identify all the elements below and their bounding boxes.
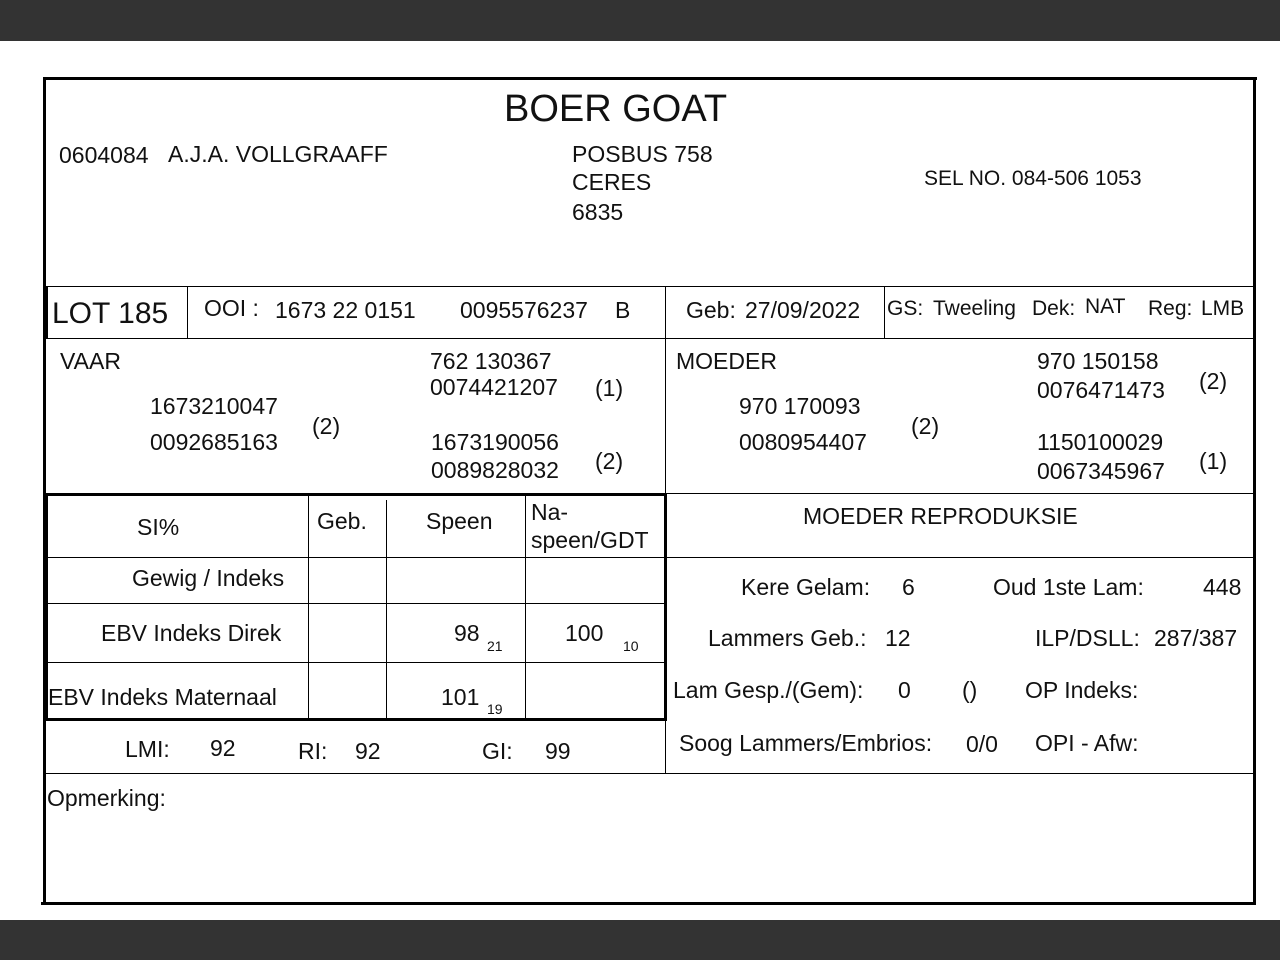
v-col-si xyxy=(308,496,309,720)
address-line-2: CERES xyxy=(572,169,652,195)
breeder-name: A.J.A. VOLLGRAAFF xyxy=(168,141,388,167)
frame-right xyxy=(1253,77,1256,905)
ooi-id: 1673 22 0151 xyxy=(275,297,416,323)
vaar-dam-score: (2) xyxy=(595,448,624,474)
soog-value: 0/0 xyxy=(966,731,998,757)
divider-header xyxy=(45,286,1255,287)
vaar-dam-id: 1673190056 xyxy=(431,429,559,455)
row-label-gewig: Gewig / Indeks xyxy=(132,565,285,591)
row-label-maternaal: EBV Indeks Maternaal xyxy=(48,684,277,710)
ilp-value: 287/387 xyxy=(1154,625,1238,651)
vaar-score: (2) xyxy=(312,413,341,439)
direk-speen-value: 98 xyxy=(454,620,480,646)
moeder-sire-score: (2) xyxy=(1199,368,1228,394)
lammers-value: 12 xyxy=(885,625,911,651)
maternaal-speen-value: 101 xyxy=(441,684,480,710)
ilp-label: ILP/DSLL: xyxy=(1035,625,1140,651)
gesp-gem-value: () xyxy=(962,677,978,703)
v-lot-right xyxy=(187,287,188,338)
remarks-label: Opmerking: xyxy=(47,785,166,811)
dek-value: NAT xyxy=(1085,295,1126,318)
opi-afw-label: OPI - Afw: xyxy=(1035,730,1139,756)
direk-speen-accuracy: 21 xyxy=(487,638,503,654)
ooi-class: B xyxy=(615,297,631,323)
gs-label: GS: xyxy=(887,297,924,320)
moeder-label: MOEDER xyxy=(676,348,777,374)
vaar-sire-id: 762 130367 xyxy=(430,348,552,374)
moeder-dam-id: 1150100029 xyxy=(1037,429,1164,455)
divider-lot-row xyxy=(45,338,1255,339)
moeder-score: (2) xyxy=(911,413,940,439)
v-perf-right xyxy=(664,494,667,720)
soog-label: Soog Lammers/Embrios: xyxy=(679,730,933,756)
reg-value: LMB xyxy=(1201,297,1245,320)
vaar-label: VAAR xyxy=(60,348,121,374)
frame-left xyxy=(43,77,46,905)
divider-pedigree xyxy=(45,493,667,496)
lmi-value: 92 xyxy=(210,735,236,761)
geb-label: Geb: xyxy=(686,297,736,323)
moeder-sire-id: 970 150158 xyxy=(1037,348,1159,374)
oud-value: 448 xyxy=(1203,574,1242,600)
lmi-label: LMI: xyxy=(125,736,170,762)
dek-label: Dek: xyxy=(1032,297,1076,320)
moeder-dam-reg: 0067345967 xyxy=(1037,458,1165,484)
divider-perf-header xyxy=(45,557,1255,558)
vaar-reg: 0092685163 xyxy=(150,429,278,455)
col-header-speen: Speen xyxy=(426,508,493,534)
kere-value: 6 xyxy=(902,574,915,600)
col-header-geb: Geb. xyxy=(317,508,367,534)
oud-label: Oud 1ste Lam: xyxy=(993,574,1144,600)
gs-value: Tweeling xyxy=(933,297,1016,320)
vaar-id: 1673210047 xyxy=(150,393,278,419)
moeder-id: 970 170093 xyxy=(739,393,861,419)
ri-value: 92 xyxy=(355,738,381,764)
kere-label: Kere Gelam: xyxy=(741,574,871,600)
direk-naspeen-accuracy: 10 xyxy=(623,638,639,654)
address-line-1: POSBUS 758 xyxy=(572,141,713,167)
frame-top xyxy=(43,77,1257,80)
v-col-geb xyxy=(386,500,387,720)
gesp-label: Lam Gesp./(Gem): xyxy=(673,677,864,703)
geb-date: 27/09/2022 xyxy=(745,297,861,323)
op-indeks-label: OP Indeks: xyxy=(1025,677,1139,703)
direk-naspeen-value: 100 xyxy=(565,620,604,646)
page-title: BOER GOAT xyxy=(504,88,728,130)
row-label-direk: EBV Indeks Direk xyxy=(101,620,282,646)
ooi-label: OOI : xyxy=(204,295,259,321)
ooi-reg: 0095576237 xyxy=(460,297,588,323)
v-col-speen xyxy=(525,496,526,720)
lot-label: LOT 185 xyxy=(52,297,169,330)
address-line-3: 6835 xyxy=(572,199,624,225)
divider-pedigree-right xyxy=(665,493,1255,494)
divider-indices xyxy=(45,773,1255,774)
v-lot xyxy=(45,287,48,338)
divider-maternaal xyxy=(45,718,667,721)
gi-value: 99 xyxy=(545,738,571,764)
vaar-dam-reg: 0089828032 xyxy=(431,457,559,483)
col-header-si: SI% xyxy=(137,514,180,540)
lammers-label: Lammers Geb.: xyxy=(708,625,867,651)
v-ooi-right xyxy=(665,287,666,338)
moeder-reg: 0080954407 xyxy=(739,429,867,455)
gi-label: GI: xyxy=(482,738,513,764)
reg-label: Reg: xyxy=(1148,297,1193,320)
divider-direk xyxy=(45,662,665,663)
frame-bottom xyxy=(41,902,1255,905)
vaar-sire-score: (1) xyxy=(595,375,624,401)
v-geb-right xyxy=(884,287,885,338)
reproduction-title: MOEDER REPRODUKSIE xyxy=(803,503,1078,529)
gesp-value: 0 xyxy=(898,677,911,703)
col-header-naspeen: Na- speen/GDT xyxy=(531,499,649,553)
cell-number: SEL NO. 084-506 1053 xyxy=(924,167,1142,190)
maternaal-speen-accuracy: 19 xyxy=(487,701,503,717)
breeder-number: 0604084 xyxy=(59,142,149,168)
divider-gewig xyxy=(45,603,665,604)
vaar-sire-reg: 0074421207 xyxy=(430,374,558,400)
moeder-sire-reg: 0076471473 xyxy=(1037,377,1165,403)
ri-label: RI: xyxy=(298,738,328,764)
moeder-dam-score: (1) xyxy=(1199,448,1228,474)
